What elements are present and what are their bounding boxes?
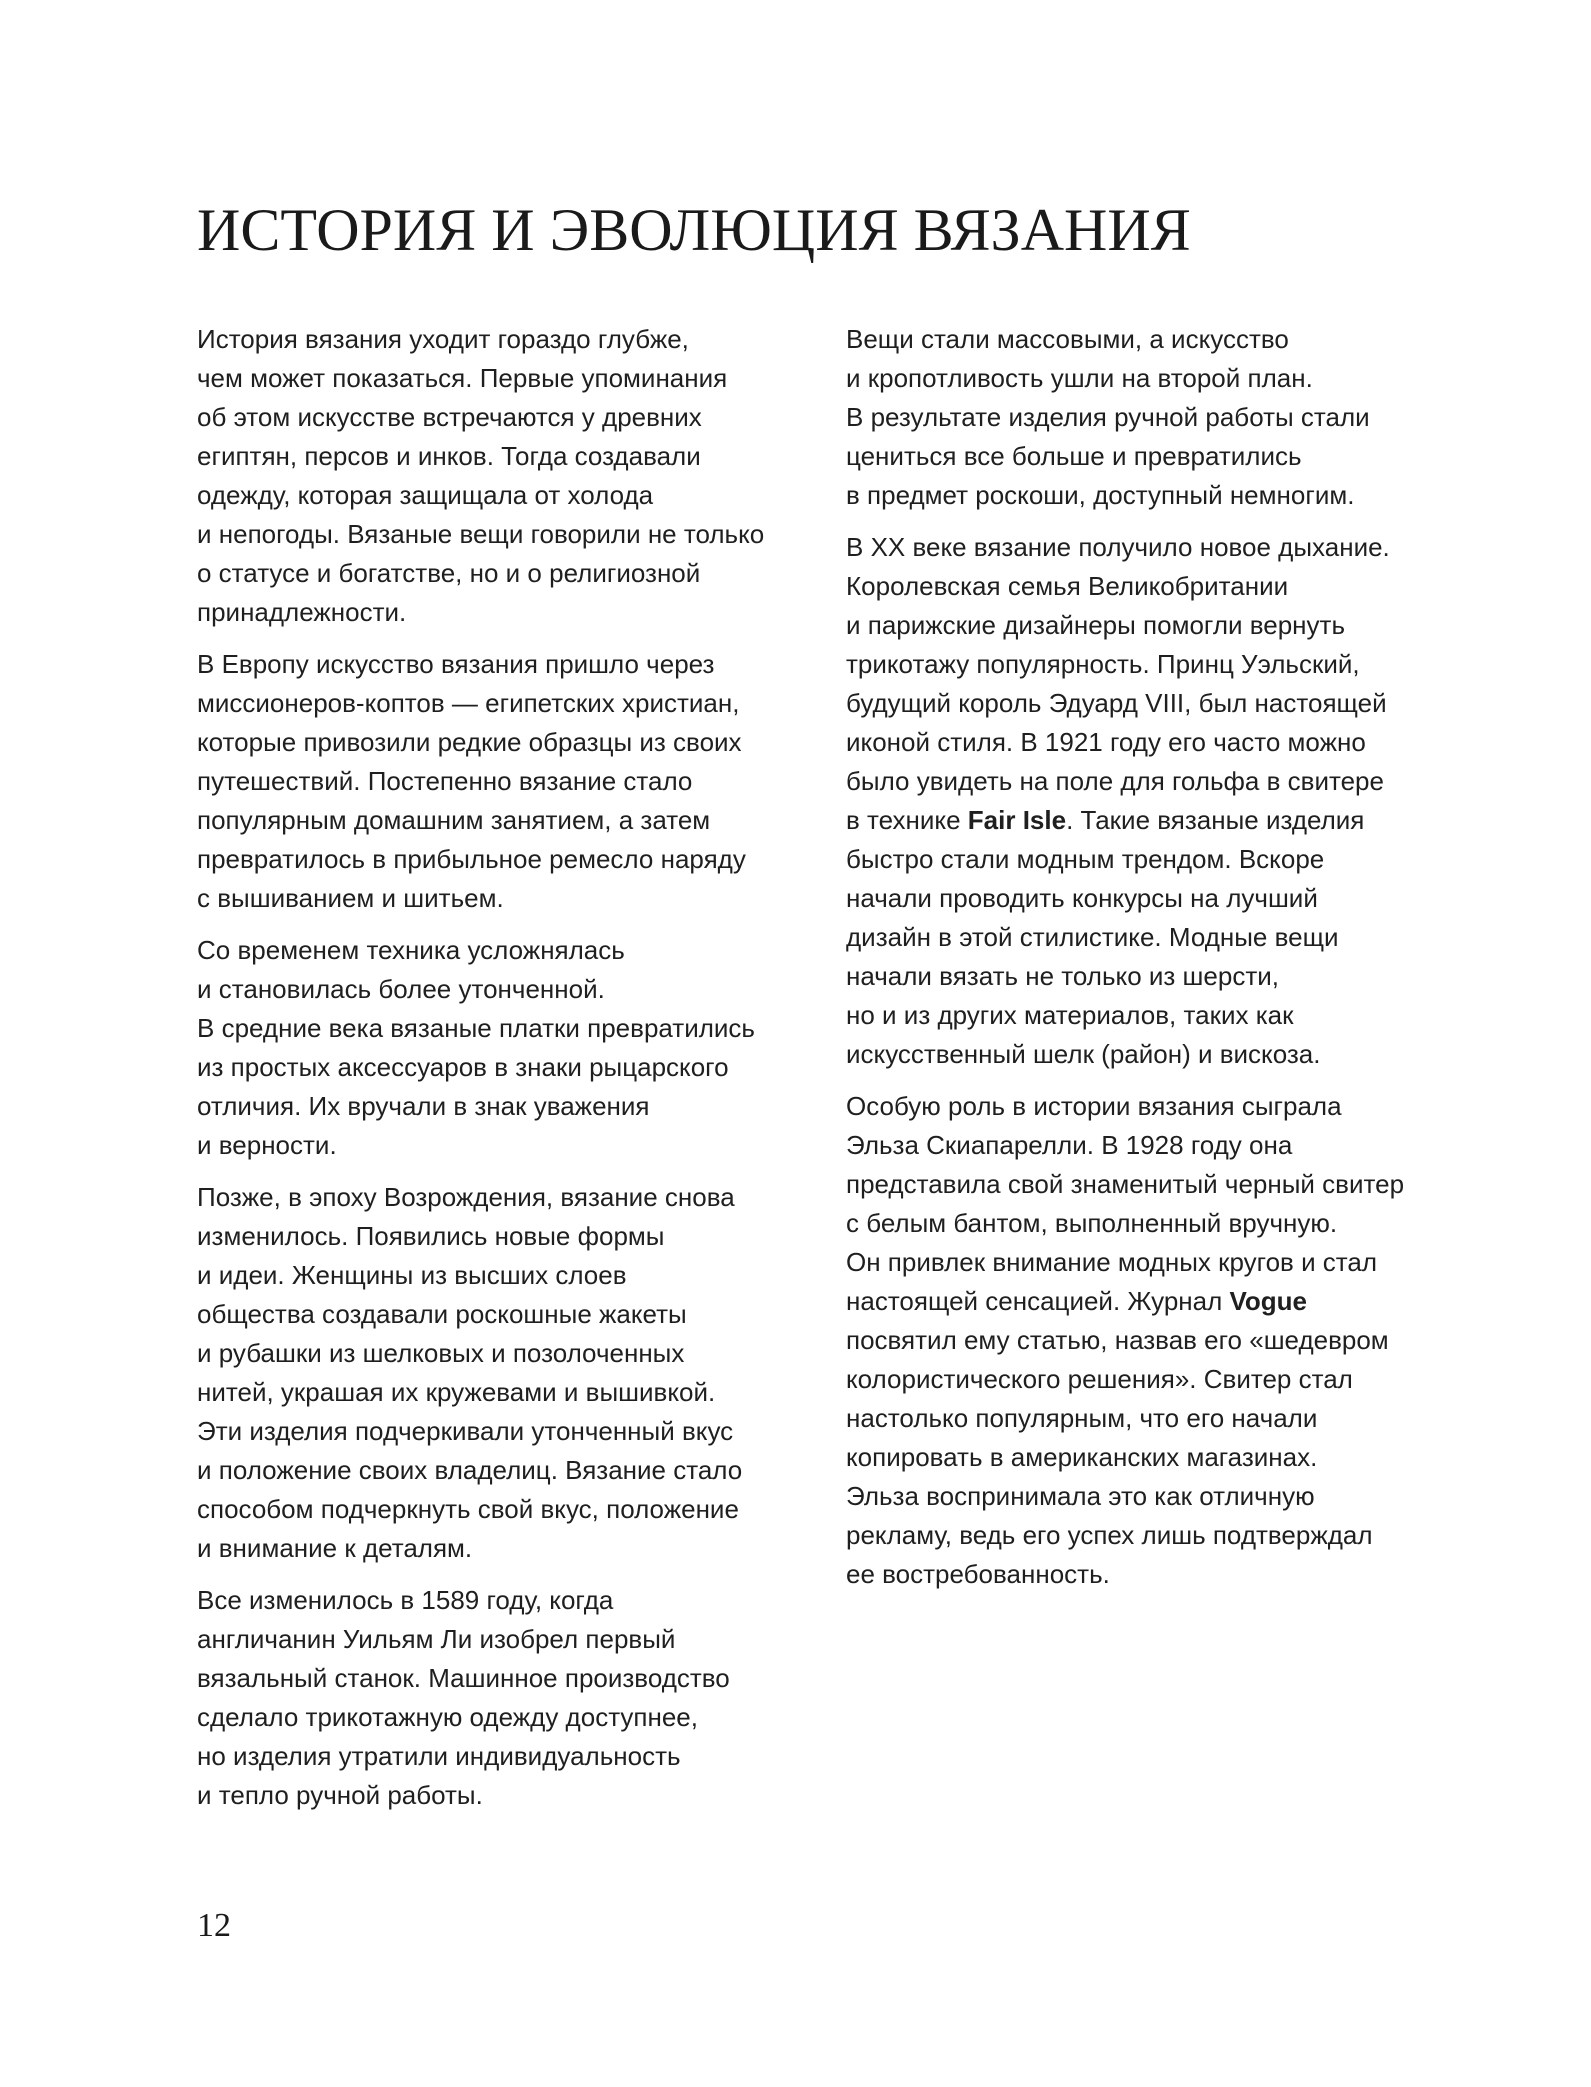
text-line: и внимание к деталям. xyxy=(197,1533,473,1563)
text-line: было увидеть на поле для гольфа в свитере xyxy=(846,766,1384,796)
text-line: рекламу, ведь его успех лишь подтверждал xyxy=(846,1520,1373,1550)
text-line: ее востребованность. xyxy=(846,1559,1110,1589)
paragraph-left-1 xyxy=(197,320,797,632)
text-line: В средние века вязаные платки превратились xyxy=(197,1013,755,1043)
text-line-with-term xyxy=(846,1282,1446,1321)
text-line: превратилось в прибыльное ремесло наряду xyxy=(197,844,746,874)
text-line: Особую роль в истории вязания сыграла xyxy=(846,1091,1342,1121)
text-line: нитей, украшая их кружевами и вышивкой. xyxy=(197,1377,716,1407)
text-line: чем может показаться. Первые упоминания xyxy=(197,363,728,393)
text-line: цениться все больше и превратились xyxy=(846,441,1302,471)
text-line: настолько популярным, что его начали xyxy=(846,1403,1318,1433)
text-line: египтян, персов и инков. Тогда создавали xyxy=(197,441,701,471)
text-line: и тепло ручной работы. xyxy=(197,1780,483,1810)
text-line: из простых аксессуаров в знаки рыцарского xyxy=(197,1052,729,1082)
text-line-with-term xyxy=(846,801,1446,840)
line-text-before: настоящей сенсацией. Журнал xyxy=(846,1286,1230,1316)
text-line: которые привозили редкие образцы из своих xyxy=(197,727,742,757)
text-line: способом подчеркнуть свой вкус, положение xyxy=(197,1494,739,1524)
text-line: и кропотливость ушли на второй план. xyxy=(846,363,1313,393)
text-line: быстро стали модным трендом. Вскоре xyxy=(846,844,1325,874)
text-line: Эльза воспринимала это как отличную xyxy=(846,1481,1315,1511)
text-line: иконой стиля. В 1921 году его часто можно xyxy=(846,727,1366,757)
text-line: В XX веке вязание получило новое дыхание. xyxy=(846,532,1390,562)
page-number: 12 xyxy=(197,1907,231,1944)
paragraph-left-3 xyxy=(197,931,797,1165)
text-line: в предмет роскоши, доступный немногим. xyxy=(846,480,1355,510)
text-line: популярным домашним занятием, а затем xyxy=(197,805,711,835)
paragraph-right-3 xyxy=(846,1087,1446,1594)
text-line: об этом искусстве встречаются у древних xyxy=(197,402,702,432)
text-line: миссионеров-коптов — египетских христиан, xyxy=(197,688,740,718)
paragraph-left-4 xyxy=(197,1178,797,1568)
page-title: ИСТОРИЯ И ЭВОЛЮЦИЯ ВЯЗАНИЯ xyxy=(197,197,1191,263)
text-line: и рубашки из шелковых и позолоченных xyxy=(197,1338,685,1368)
text-line: и верности. xyxy=(197,1130,337,1160)
line-text-before: в технике xyxy=(846,805,968,835)
text-line: трикотажу популярность. Принц Уэльский, xyxy=(846,649,1360,679)
paragraph-right-1 xyxy=(846,320,1446,515)
text-line: Позже, в эпоху Возрождения, вязание снова xyxy=(197,1182,735,1212)
text-line: Вещи стали массовыми, а искусство xyxy=(846,324,1289,354)
term-vogue: Vogue xyxy=(1229,1286,1308,1316)
text-line: искусственный шелк (район) и вискоза. xyxy=(846,1039,1321,1069)
text-line: с вышиванием и шитьем. xyxy=(197,883,504,913)
text-line: представила свой знаменитый черный свитер xyxy=(846,1169,1405,1199)
text-line: и непогоды. Вязаные вещи говорили не только xyxy=(197,519,765,549)
text-line: но изделия утратили индивидуальность xyxy=(197,1741,681,1771)
text-line: копировать в американских магазинах. xyxy=(846,1442,1318,1472)
text-line: колористического решения». Свитер стал xyxy=(846,1364,1353,1394)
text-line: вязальный станок. Машинное производство xyxy=(197,1663,730,1693)
text-line: одежду, которая защищала от холода xyxy=(197,480,654,510)
text-line: В результате изделия ручной работы стали xyxy=(846,402,1370,432)
text-line: общества создавали роскошные жакеты xyxy=(197,1299,687,1329)
text-line: отличия. Их вручали в знак уважения xyxy=(197,1091,650,1121)
term-fair-isle: Fair Isle xyxy=(967,805,1067,835)
text-line: и положение своих владелиц. Вязание стало xyxy=(197,1455,743,1485)
text-line: о статусе и богатстве, но и о религиозной xyxy=(197,558,701,588)
paragraph-right-2 xyxy=(846,528,1446,1074)
text-line: История вязания уходит гораздо глубже, xyxy=(197,324,689,354)
text-line: принадлежности. xyxy=(197,597,407,627)
text-line: Все изменилось в 1589 году, когда xyxy=(197,1585,614,1615)
right-column xyxy=(846,320,1446,1607)
text-line: В Европу искусство вязания пришло через xyxy=(197,649,715,679)
text-line: и парижские дизайнеры помогли вернуть xyxy=(846,610,1345,640)
left-column xyxy=(197,320,797,1828)
text-line: Эти изделия подчеркивали утонченный вкус xyxy=(197,1416,734,1446)
text-line: и идеи. Женщины из высших слоев xyxy=(197,1260,627,1290)
text-line: начали проводить конкурсы на лучший xyxy=(846,883,1318,913)
text-line: путешествий. Постепенно вязание стало xyxy=(197,766,693,796)
text-line: но и из других материалов, таких как xyxy=(846,1000,1294,1030)
text-line: будущий король Эдуард VIII, был настоящей xyxy=(846,688,1387,718)
text-line: англичанин Уильям Ли изобрел первый xyxy=(197,1624,676,1654)
paragraph-left-2 xyxy=(197,645,797,918)
text-line: изменилось. Появились новые формы xyxy=(197,1221,665,1251)
paragraph-left-5 xyxy=(197,1581,797,1815)
text-line: начали вязать не только из шерсти, xyxy=(846,961,1279,991)
text-line: посвятил ему статью, назвав его «шедевром xyxy=(846,1325,1389,1355)
text-line: с белым бантом, выполненный вручную. xyxy=(846,1208,1338,1238)
text-line: Эльза Скиапарелли. В 1928 году она xyxy=(846,1130,1293,1160)
text-line: дизайн в этой стилистике. Модные вещи xyxy=(846,922,1339,952)
text-line: Он привлек внимание модных кругов и стал xyxy=(846,1247,1378,1277)
text-line: и становилась более утонченной. xyxy=(197,974,605,1004)
text-line: Королевская семья Великобритании xyxy=(846,571,1289,601)
text-line: сделало трикотажную одежду доступнее, xyxy=(197,1702,698,1732)
text-line: Со временем техника усложнялась xyxy=(197,935,625,965)
line-text-after: . Такие вязаные изделия xyxy=(1066,805,1365,835)
